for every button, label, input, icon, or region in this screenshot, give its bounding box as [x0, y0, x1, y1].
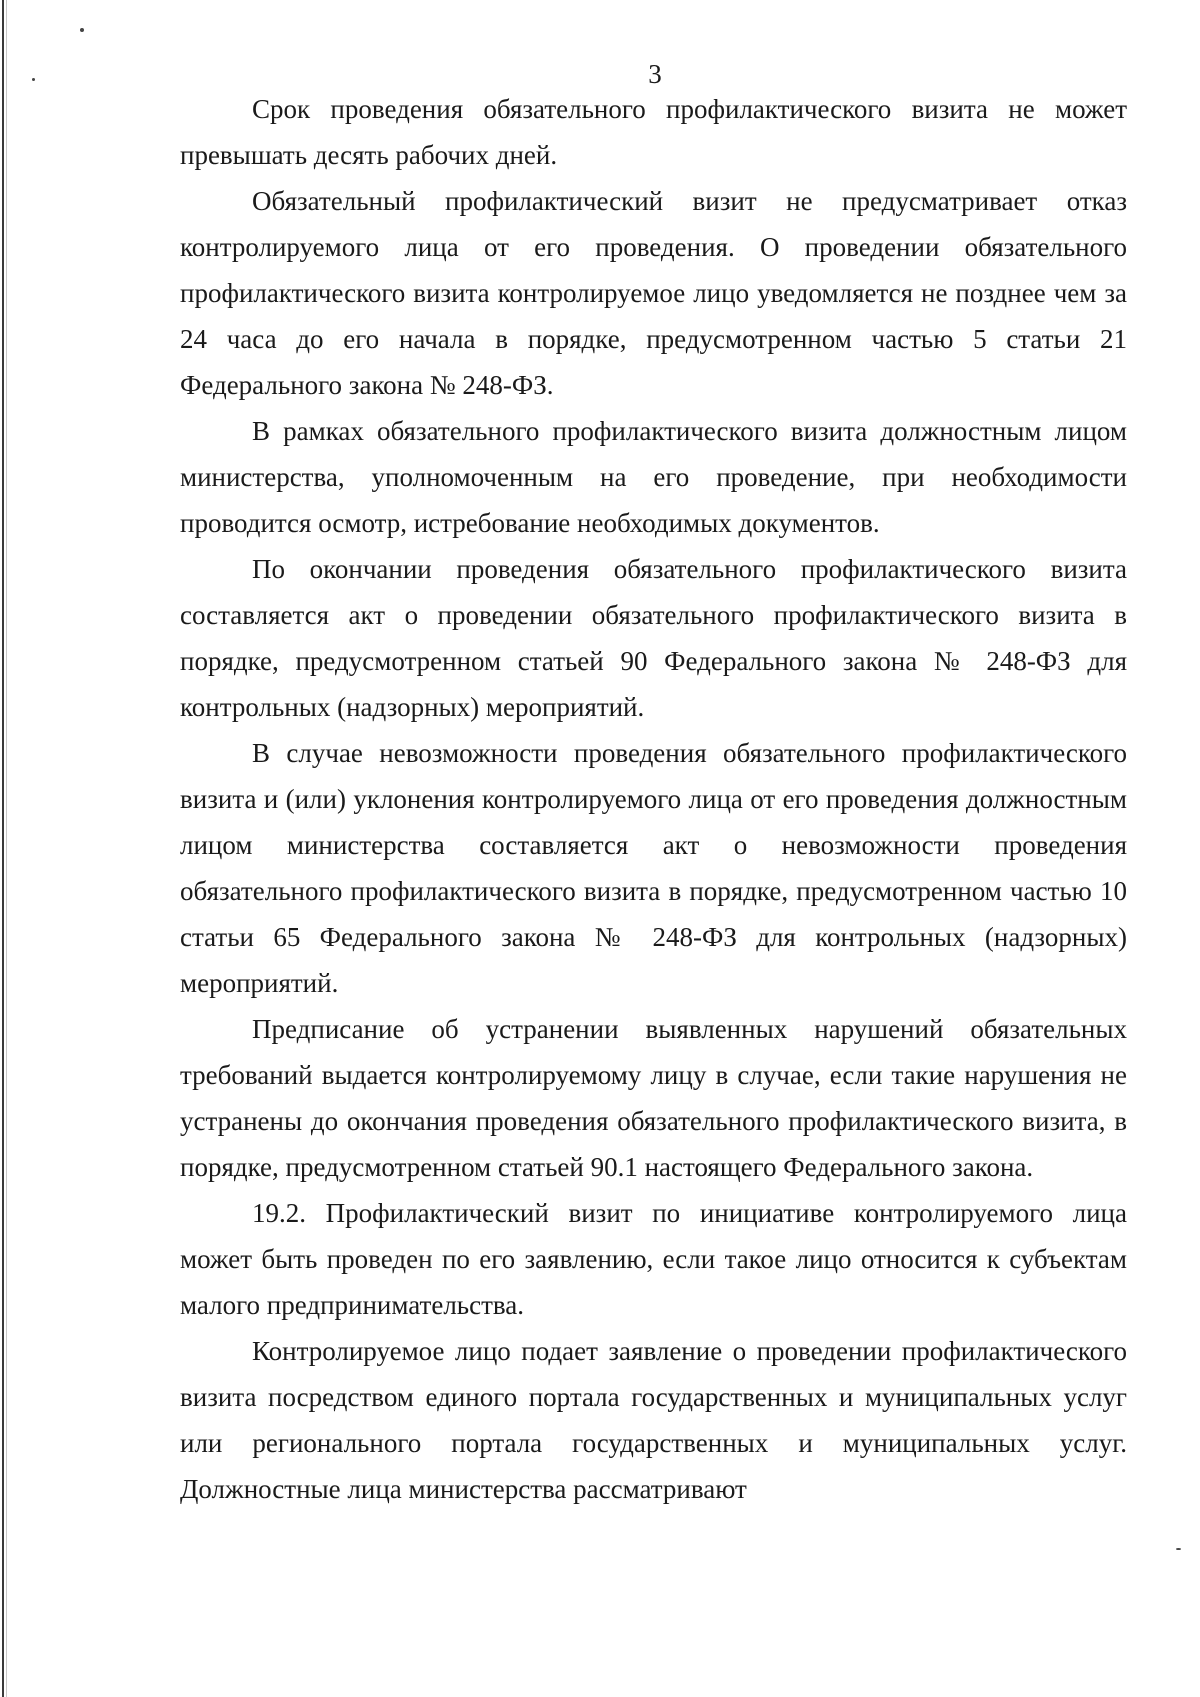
paragraph-section-19-2: 19.2. Профилактический визит по инициативе контролируемого лица может быть проведен по его заявлению, если такое лицо относится к субъектам малого предпринимательства.: [180, 1198, 1127, 1320]
document-body: [180, 86, 1127, 1512]
paragraph-prescription: Предписание об устранении выявленных нарушений обязательных требований выдается контролируемому лицу в случае, если такие нарушения не устранены до окончания проведения обязательного профилактического визита, в порядке, предусмотренном статьей 90.1 настоящего Федерального закона.: [180, 1014, 1127, 1182]
paragraph-no-refusal: Обязательный профилактический визит не предусматривает отказ контролируемого лица от его проведения. О проведении обязательного профилактического визита контролируемое лицо уведомляется не позднее чем за 24 часа до его начала в порядке, предусмотренном частью 5 статьи 21 Федерального закона № 248-ФЗ.: [180, 186, 1127, 400]
paragraph-impossibility-act: В случае невозможности проведения обязательного профилактического визита и (или) уклонения контролируемого лица от его проведения должностным лицом министерства составляется акт о невозможности проведения обязательного профилактического визита в порядке, предусмотренном частью 10 статьи 65 Федерального закона № 248-ФЗ для контрольных (надзорных) мероприятий.: [180, 738, 1127, 998]
paragraph-visit-duration: Срок проведения обязательного профилактического визита не может превышать десять рабочих дней.: [180, 94, 1127, 170]
page-number: 3: [648, 59, 662, 89]
scan-speck: [1176, 1548, 1181, 1550]
scan-left-edge-shadow: [6, 0, 7, 1697]
paragraph-inspection-scope: В рамках обязательного профилактического визита должностным лицом министерства, уполномоченным на его проведение, при необходимости проводится осмотр, истребование необходимых документов.: [180, 416, 1127, 538]
paragraph-visit-act: По окончании проведения обязательного профилактического визита составляется акт о проведении обязательного профилактического визита в порядке, предусмотренном статьей 90 Федерального закона № 248-ФЗ для контрольных (надзорных) мероприятий.: [180, 554, 1127, 722]
scan-speck: [80, 28, 84, 32]
paragraph-application: Контролируемое лицо подает заявление о проведении профилактического визита посредством единого портала государственных и муниципальных услуг или регионального портала государственных и муниципальных услуг. Должностные лица министерства рассматривают: [180, 1336, 1127, 1504]
scan-left-edge: [2, 0, 4, 1697]
